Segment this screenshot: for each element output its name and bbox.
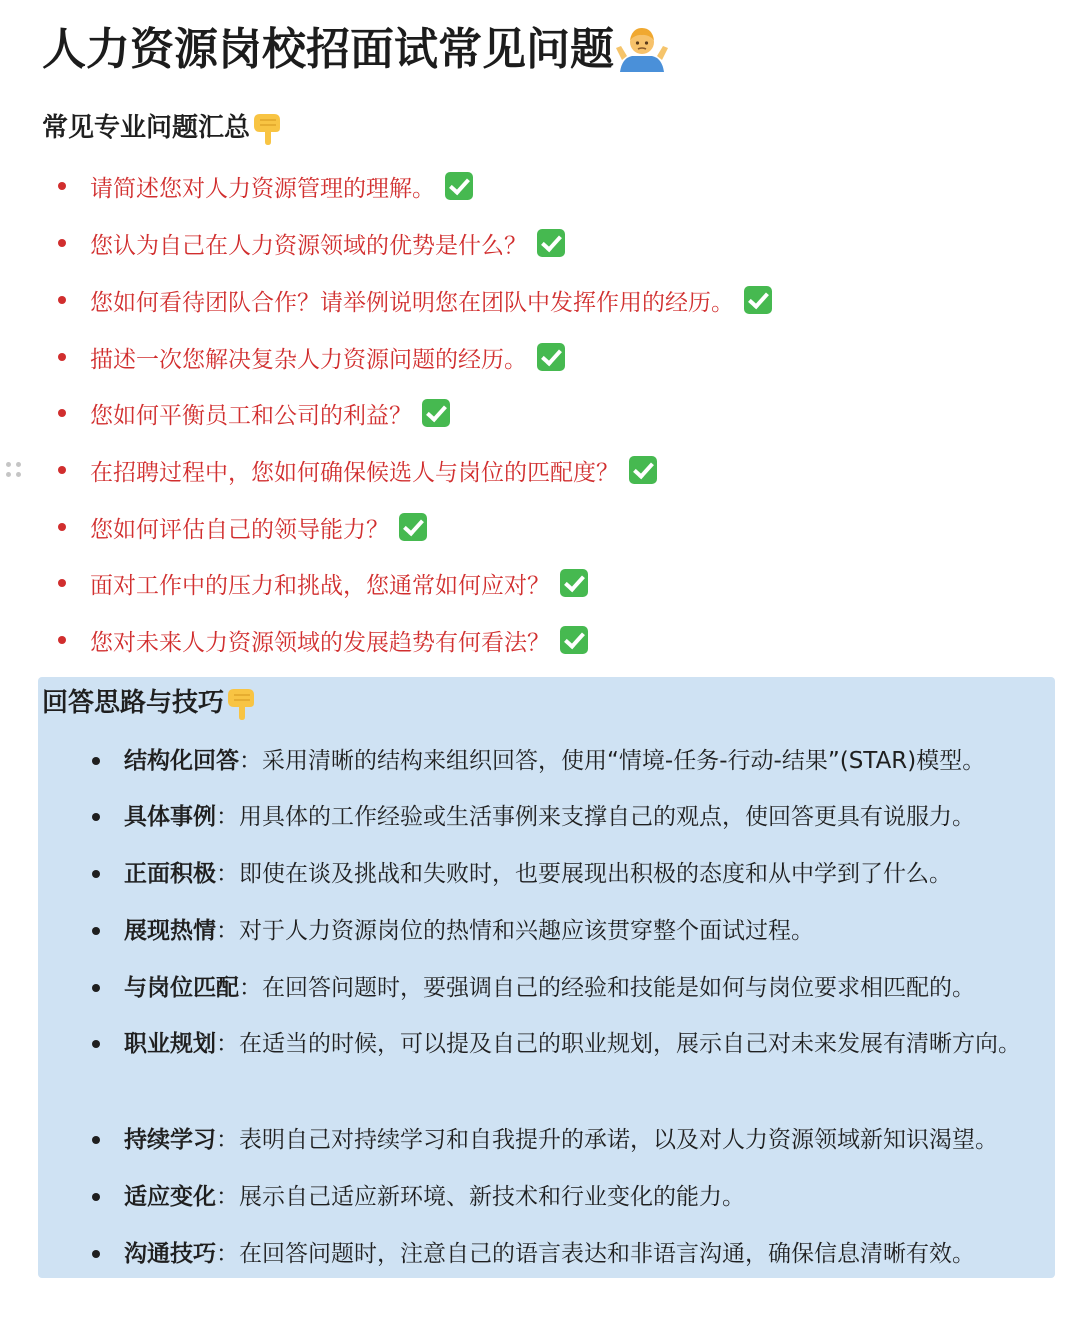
bullet-icon — [58, 636, 66, 644]
question-text: 您如何评估自己的领导能力？ — [90, 516, 389, 543]
tip-text — [124, 797, 1042, 837]
question-text: 您如何看待团队合作？请举例说明您在团队中发挥作用的经历。 — [90, 289, 734, 316]
bullet-icon — [58, 579, 66, 587]
check-mark-icon — [744, 286, 772, 314]
check-mark-icon — [537, 229, 565, 257]
tip-text — [124, 741, 1042, 781]
bullet-icon — [58, 296, 66, 304]
person-shrugging-icon — [614, 22, 670, 78]
question-text: 面对工作中的压力和挑战，您通常如何应对？ — [90, 572, 550, 599]
tip-description: ：采用清晰的结构来组织回答，使用“情境-任务-行动-结果”(STAR)模型。 — [239, 748, 986, 774]
tips-section-heading — [42, 683, 258, 723]
bullet-icon — [92, 1136, 100, 1144]
tip-description: ：表明自己对持续学习和自我提升的承诺，以及对人力资源领域新知识渴望。 — [216, 1127, 998, 1153]
tip-text — [124, 1234, 1042, 1274]
bullet-icon — [92, 1250, 100, 1258]
bullet-icon — [58, 466, 66, 474]
tip-description: ：对于人力资源岗位的热情和兴趣应该贯穿整个面试过程。 — [216, 918, 814, 944]
list-item — [58, 280, 772, 320]
bullet-icon — [58, 409, 66, 417]
check-mark-icon — [629, 456, 657, 484]
tip-term: 持续学习 — [124, 1127, 216, 1153]
tip-description: ：展示自己适应新环境、新技术和行业变化的能力。 — [216, 1184, 745, 1210]
bullet-icon — [58, 182, 66, 190]
check-mark-icon — [399, 513, 427, 541]
bullet-icon — [92, 984, 100, 992]
bullet-icon — [58, 353, 66, 361]
drag-handle-icon[interactable] — [4, 460, 24, 480]
check-mark-icon — [560, 569, 588, 597]
bullet-icon — [92, 927, 100, 935]
bullet-icon — [92, 1040, 100, 1048]
list-item — [58, 620, 588, 660]
list-item — [58, 166, 473, 206]
question-text: 请简述您对人力资源管理的理解。 — [90, 175, 435, 202]
list-item — [58, 337, 565, 377]
list-item — [92, 968, 1042, 1008]
question-text: 您对未来人力资源领域的发展趋势有何看法？ — [90, 629, 550, 656]
tip-text — [124, 1024, 1042, 1064]
question-text: 描述一次您解决复杂人力资源问题的经历。 — [90, 346, 527, 373]
tips-heading-text: 回答思路与技巧 — [42, 688, 225, 718]
bullet-icon — [92, 757, 100, 765]
list-item — [92, 1120, 1042, 1160]
bullet-icon — [58, 239, 66, 247]
tip-term: 适应变化 — [124, 1184, 216, 1210]
page-title-text: 人力资源岗校招面试常见问题 — [42, 24, 614, 75]
list-item — [92, 741, 1042, 781]
list-item — [92, 911, 1042, 951]
check-mark-icon — [422, 399, 450, 427]
list-item — [58, 393, 450, 433]
check-mark-icon — [560, 626, 588, 654]
tip-term: 与岗位匹配 — [124, 975, 239, 1001]
tip-text — [124, 911, 1042, 951]
tip-term: 沟通技巧 — [124, 1241, 216, 1267]
list-item — [92, 1177, 1042, 1217]
pointing-down-icon — [250, 110, 284, 146]
list-item — [92, 797, 1042, 837]
page-title — [42, 18, 670, 82]
question-text: 您认为自己在人力资源领域的优势是什么？ — [90, 232, 527, 259]
tip-term: 展现热情 — [124, 918, 216, 944]
tip-description: ：在回答问题时，注意自己的语言表达和非语言沟通，确保信息清晰有效。 — [216, 1241, 975, 1267]
tip-text — [124, 1177, 1042, 1217]
tip-term: 正面积极 — [124, 861, 216, 887]
check-mark-icon — [537, 343, 565, 371]
tip-description: ：在回答问题时，要强调自己的经验和技能是如何与岗位要求相匹配的。 — [239, 975, 975, 1001]
tip-term: 具体事例 — [124, 804, 216, 830]
bullet-icon — [92, 813, 100, 821]
question-text: 您如何平衡员工和公司的利益？ — [90, 402, 412, 429]
bullet-icon — [92, 1193, 100, 1201]
list-item — [92, 1024, 1042, 1064]
tip-text — [124, 968, 1042, 1008]
tip-term: 结构化回答 — [124, 748, 239, 774]
tip-text — [124, 854, 1042, 894]
tip-term: 职业规划 — [124, 1031, 216, 1057]
bullet-icon — [92, 870, 100, 878]
tip-description: ：用具体的工作经验或生活事例来支撑自己的观点，使回答更具有说服力。 — [216, 804, 975, 830]
check-mark-icon — [445, 172, 473, 200]
tip-description: ：即使在谈及挑战和失败时，也要展现出积极的态度和从中学到了什么。 — [216, 861, 952, 887]
question-text: 在招聘过程中，您如何确保候选人与岗位的匹配度？ — [90, 459, 619, 486]
list-item — [58, 507, 427, 547]
questions-section-heading — [42, 108, 284, 148]
list-item — [92, 854, 1042, 894]
pointing-down-icon — [224, 685, 258, 721]
bullet-icon — [58, 523, 66, 531]
tip-text — [124, 1120, 1042, 1160]
list-item — [58, 223, 565, 263]
tip-description: ：在适当的时候，可以提及自己的职业规划，展示自己对未来发展有清晰方向。 — [216, 1031, 1021, 1057]
list-item — [92, 1234, 1042, 1274]
list-item — [58, 450, 657, 490]
questions-heading-text: 常见专业问题汇总 — [42, 113, 251, 143]
list-item — [58, 563, 588, 603]
